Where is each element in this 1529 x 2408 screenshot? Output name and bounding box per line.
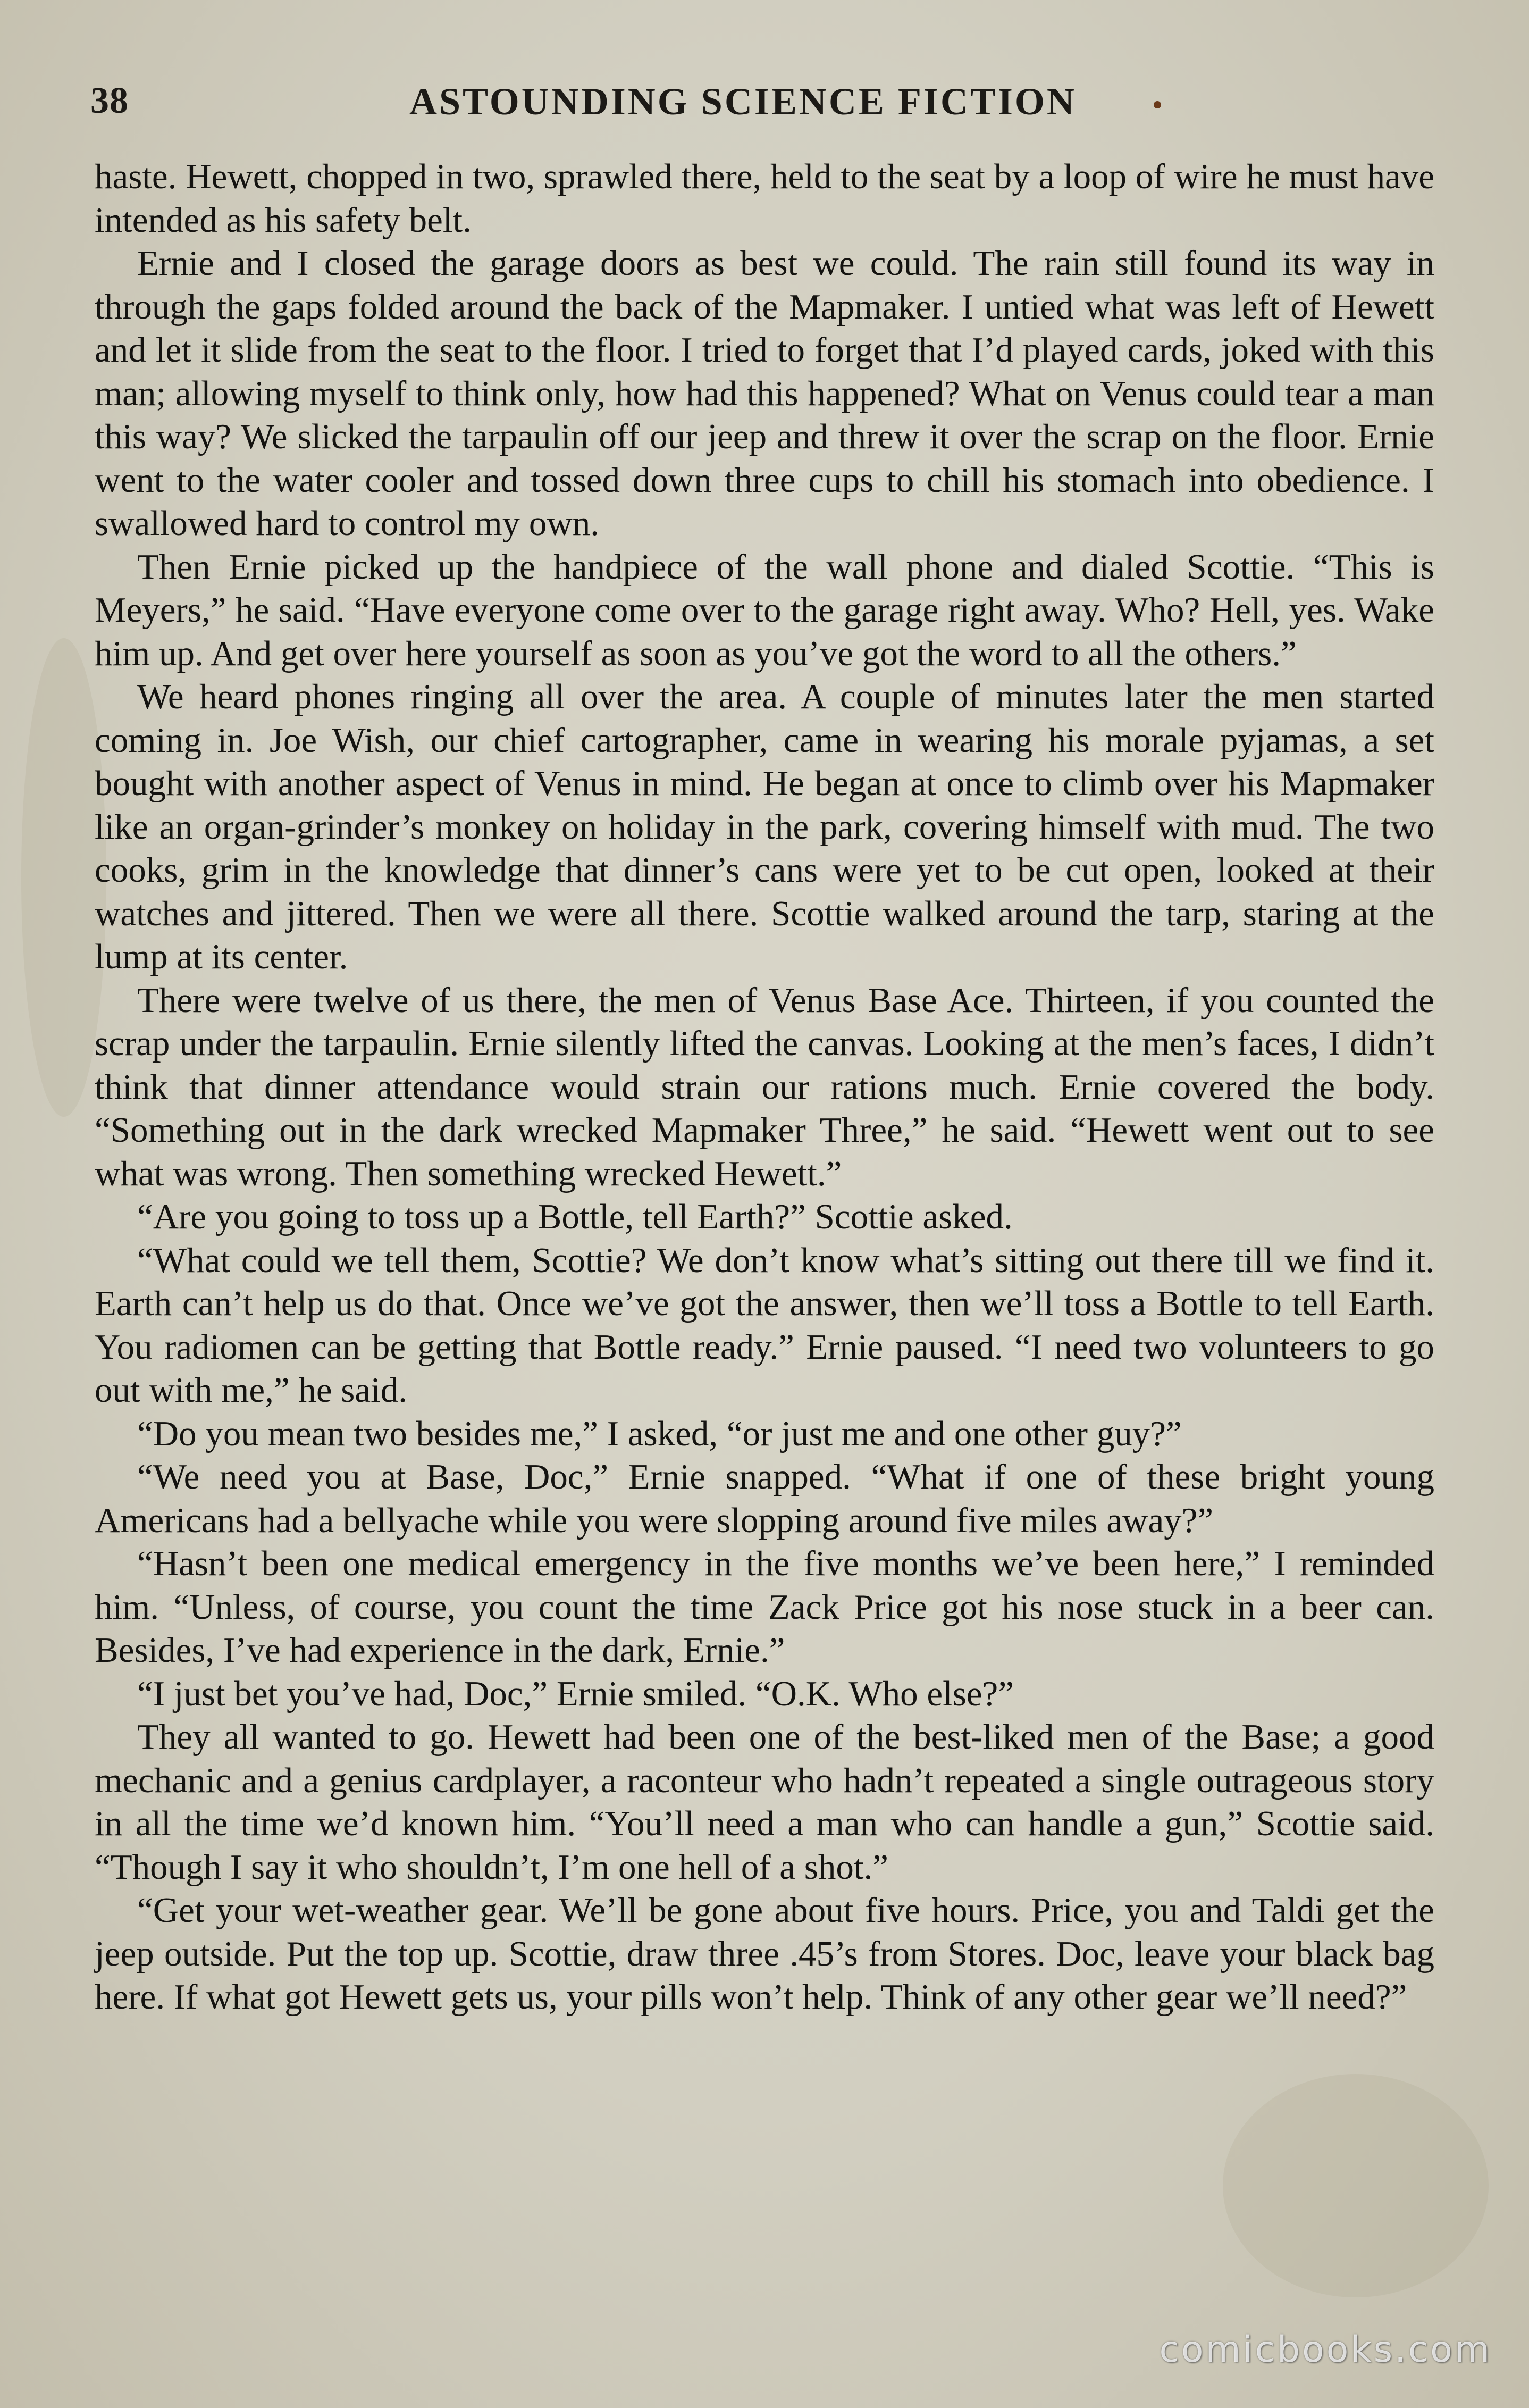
- paper-stain: [21, 638, 106, 1117]
- paragraph: “Are you going to toss up a Bottle, tell Earth?” Scottie asked.: [137, 1197, 1013, 1236]
- paragraph: Then Ernie picked up the handpiece of the wall phone and dialed Scottie. “This is Meyers,” he said. “Have everyone come over to the garage right away. Who? Hell, yes. Wake him up. And get over here yourself as soon as you’ve got the word to all the others.”: [95, 547, 1434, 673]
- paragraph: “Do you mean two besides me,” I asked, “or just me and one other guy?”: [137, 1414, 1182, 1453]
- paper-stain: [1223, 2074, 1489, 2297]
- paragraph: “Hasn’t been one medical emergency in the five months we’ve been here,” I reminded him. “Unless, of course, you count the time Zack Price got his nose stuck in a beer can. Besides, I’ve had experience in the dark, Ernie.”: [95, 1544, 1434, 1670]
- page-header: [90, 80, 1451, 138]
- ink-dot: [1154, 101, 1161, 108]
- paragraph: There were twelve of us there, the men of Venus Base Ace. Thirteen, if you counted the scrap under the tarpaulin. Ernie silently lifted the canvas. Looking at the men’s faces, I didn’t think that dinner attendance would strain our rations much. Ernie covered the body. “Something out in the dark wrecked Mapmaker Three,” he said. “Hewett went out to see what was wrong. Then something wrecked Hewett.”: [95, 980, 1434, 1193]
- watermark: comicbooks.com: [1159, 2329, 1492, 2371]
- paragraph: They all wanted to go. Hewett had been one of the best-liked men of the Base; a good mechanic and a genius cardplayer, a raconteur who hadn’t repeated a single outrageous story in all the time we’d known him. “You’ll need a man who can handle a gun,” Scottie said. “Though I say it who shouldn’t, I’m one hell of a shot.”: [95, 1717, 1434, 1887]
- paragraph: “What could we tell them, Scottie? We don’t know what’s sitting out there till we find it. Earth can’t help us do that. Once we’ve got the answer, then we’ll toss a Bottle to tell Earth. You radiomen can be getting that Bottle ready.” Ernie paused. “I need two volunteers to go out with me,” he said.: [95, 1240, 1434, 1410]
- paragraph: We heard phones ringing all over the area. A couple of minutes later the men started coming in. Joe Wish, our chief cartographer, came in wearing his morale pyjamas, a set bought with another aspect of Venus in mind. He began at once to climb over his Mapmaker like an organ-grinder’s monkey on holiday in the park, covering himself with mud. The two cooks, grim in the knowledge that dinner’s cans were yet to be cut open, looked at their watches and jittered. Then we were all there. Scottie walked around the tarp, staring at the lump at its center.: [95, 677, 1434, 976]
- paragraph: “I just bet you’ve had, Doc,” Ernie smiled. “O.K. Who else?”: [137, 1674, 1014, 1713]
- running-head: ASTOUNDING SCIENCE FICTION: [409, 80, 1077, 123]
- paragraph: haste. Hewett, chopped in two, sprawled there, held to the seat by a loop of wire he must have intended as his safety belt.: [95, 157, 1434, 240]
- story-text: [95, 155, 1434, 2019]
- page-number: 38: [90, 80, 129, 121]
- paragraph: “We need you at Base, Doc,” Ernie snapped. “What if one of these bright young Americans had a bellyache while you were slopping around five miles away?”: [95, 1457, 1434, 1540]
- paragraph: Ernie and I closed the garage doors as best we could. The rain still found its way in through the gaps folded around the back of the Mapmaker. I untied what was left of Hewett and let it slide from the seat to the floor. I tried to forget that I’d played cards, joked with this man; allowing myself to think only, how had this happened? What on Venus could tear a man this way? We slicked the tarpaulin off our jeep and threw it over the scrap on the floor. Ernie went to the water cooler and tossed down three cups to chill his stomach into obedience. I swallowed hard to control my own.: [95, 244, 1434, 543]
- paragraph: “Get your wet-weather gear. We’ll be gone about five hours. Price, you and Taldi get the jeep outside. Put the top up. Scottie, draw three .45’s from Stores. Doc, leave your black bag here. If what got Hewett gets us, your pills won’t help. Think of any other gear we’ll need?”: [95, 1891, 1434, 2017]
